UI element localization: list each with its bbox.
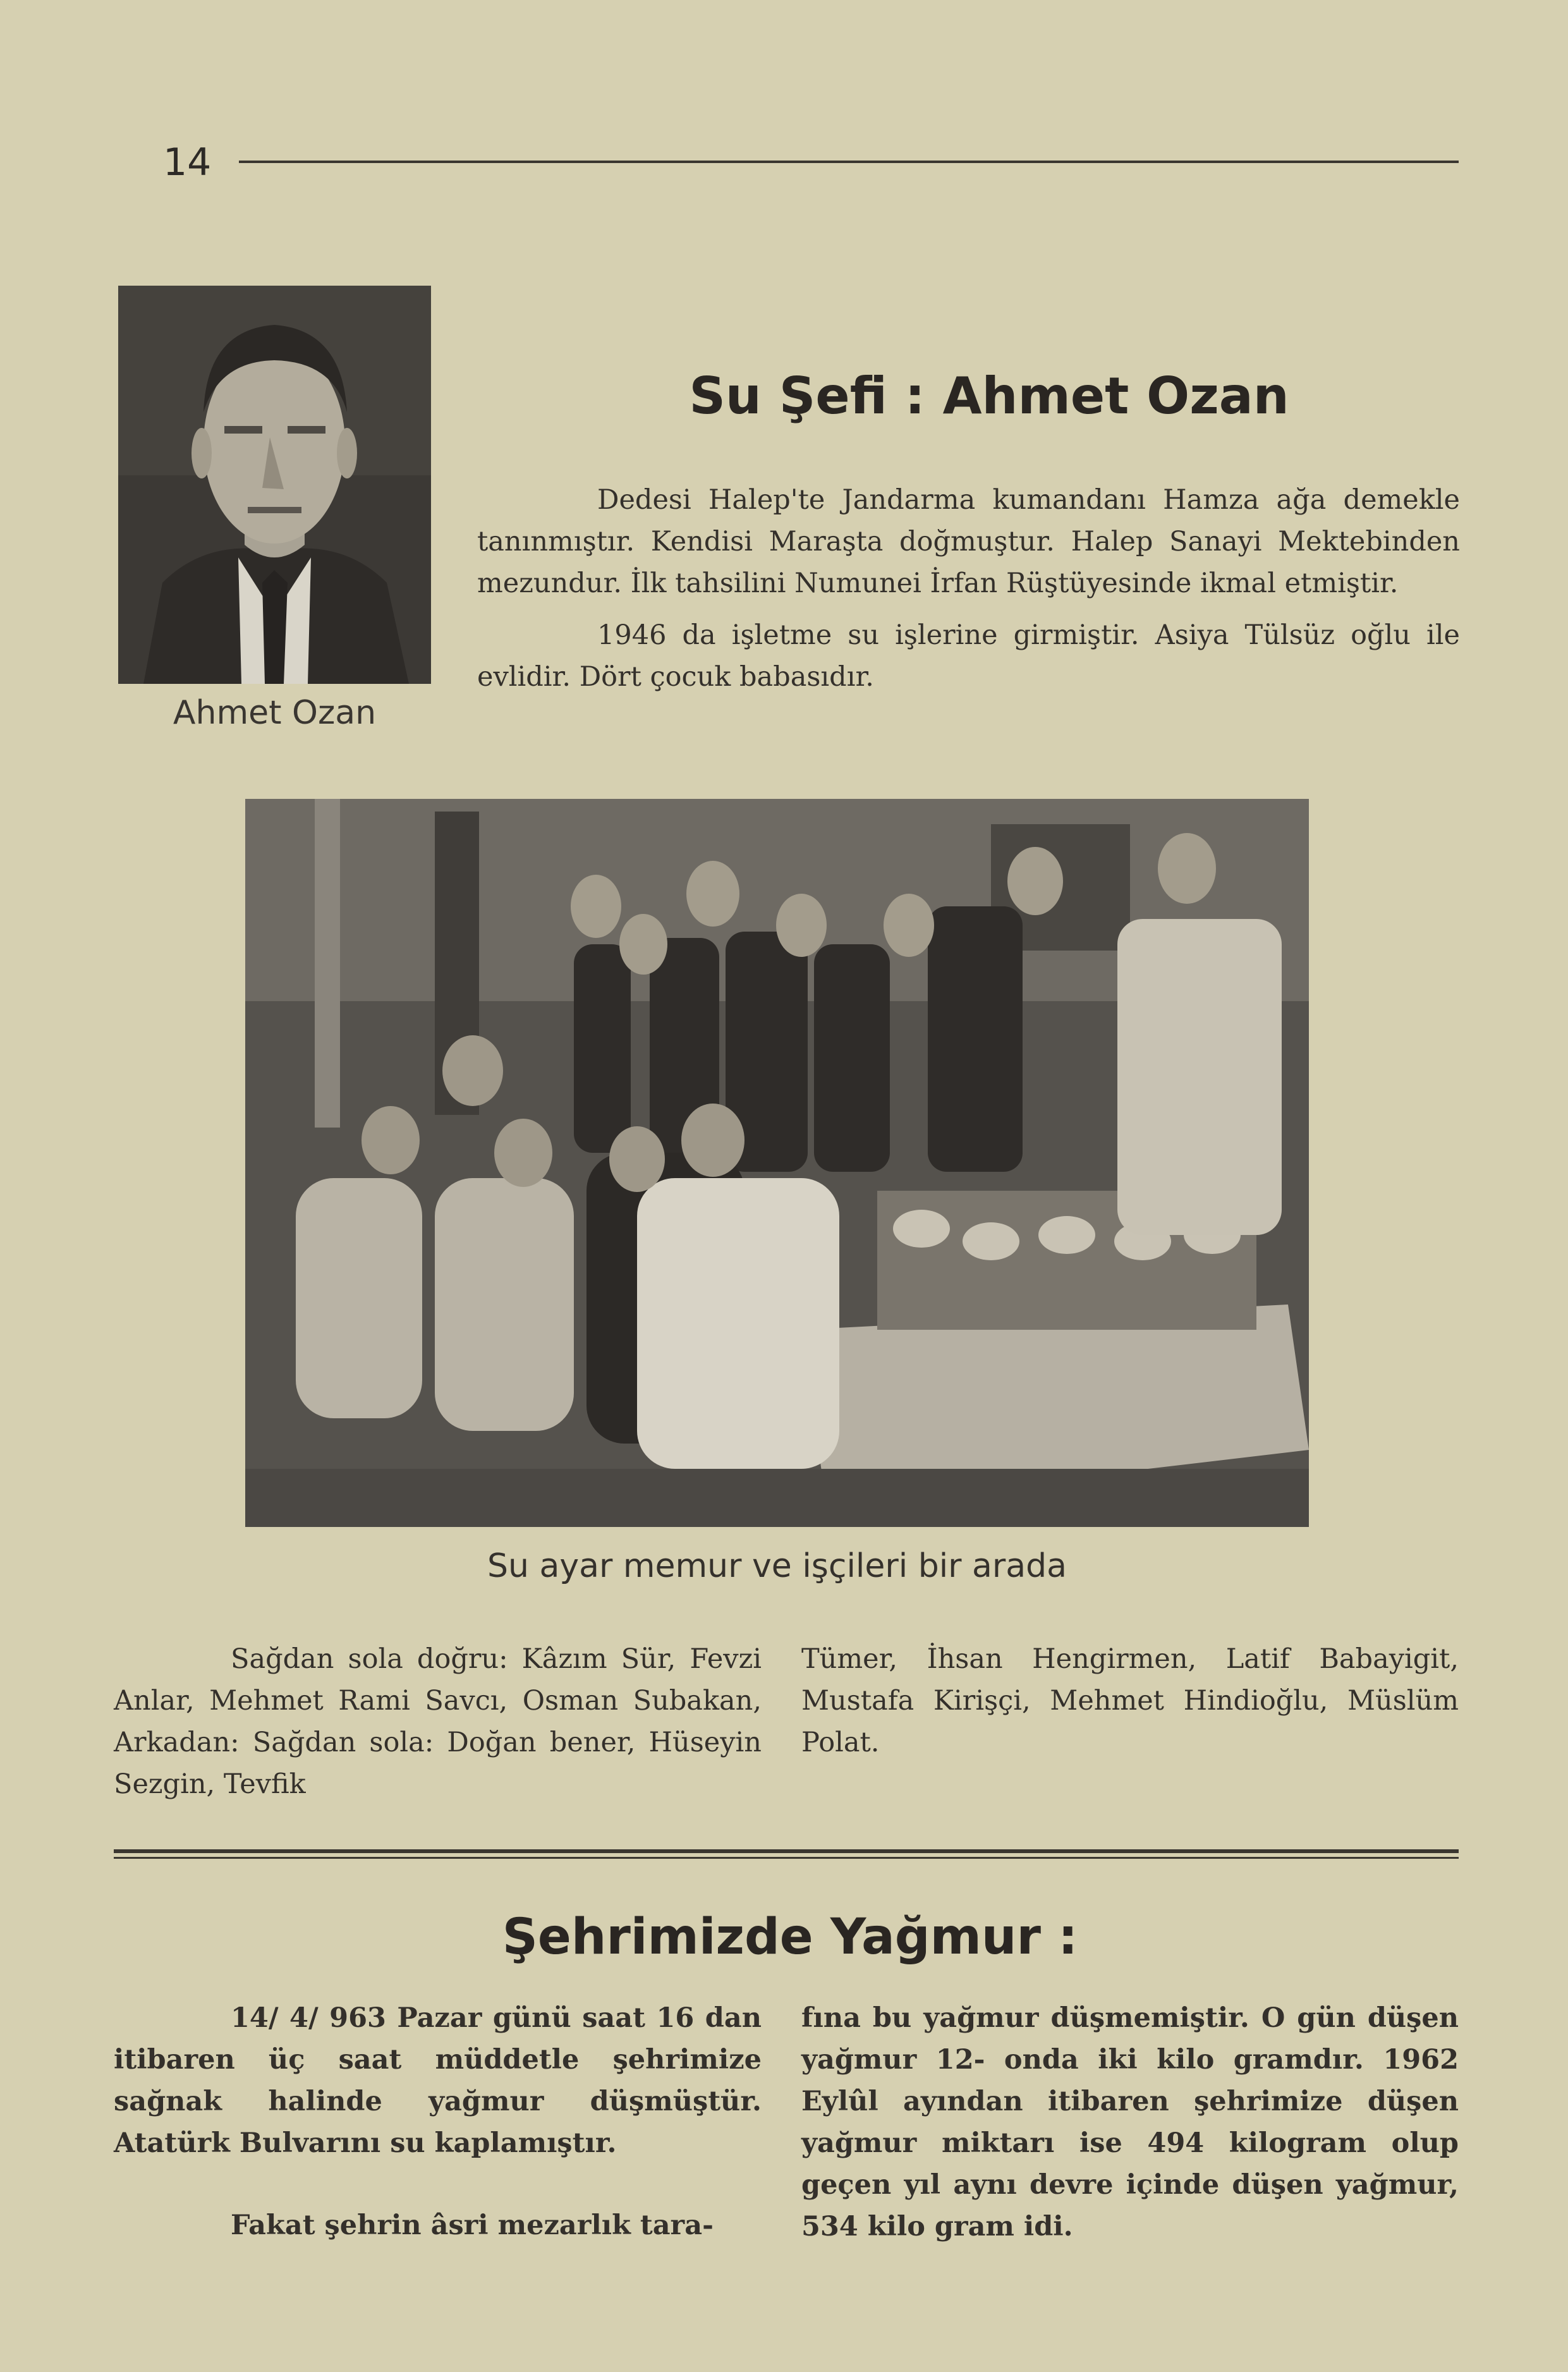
names-right-text: Tümer, İhsan Hengirmen, Latif Babayigit, Mustafa Kirişçi, Mehmet Hindioğlu, Müslüm Polat. (801, 1643, 1459, 1758)
photo-names-right (801, 1638, 1459, 1763)
photo-names-left (114, 1638, 762, 1805)
bio-paragraph-1: Dedesi Halep'te Jandarma kumandanı Hamza ağa demekle tanınmıştır. Kendisi Maraşta doğmuştur. Halep Sanayi Mektebinden mezundur. İlk tahsilini Numunei İrfan Rüştüyesinde ikmal etmiştir. (477, 484, 1460, 599)
header-rule (239, 161, 1459, 163)
section-rule-top (114, 1849, 1459, 1853)
portrait-caption: Ahmet Ozan (173, 694, 377, 732)
rain-left-paragraph-1: 14/ 4/ 963 Pazar günü saat 16 dan itibaren üç saat müddetle şehrimize sağnak halinde yağmur düşmüştür. Atatürk Bulvarını su kaplamıştır. (114, 2002, 762, 2159)
rain-left-paragraph-2: Fakat şehrin âsri mezarlık tara- (231, 2210, 714, 2241)
group-photo (245, 799, 1309, 1527)
group-photo-illustration (245, 799, 1309, 1527)
section-rule-bottom (114, 1857, 1459, 1859)
bio-paragraph-2: 1946 da işletme su işlerine girmiştir. Asiya Tülsüz oğlu ile evlidir. Dört çocuk babasıdır. (477, 619, 1460, 693)
portrait-illustration (118, 286, 431, 684)
profile-title: Su Şefi : Ahmet Ozan (689, 367, 1289, 425)
portrait-photo (118, 286, 431, 684)
names-left-text: Sağdan sola doğru: Kâzım Sür, Fevzi Anlar, Mehmet Rami Savcı, Osman Subakan, Arkadan: Sağdan sola: Doğan bener, Hüseyin Sezgin, Tevfik (114, 1643, 762, 1800)
group-photo-caption: Su ayar memur ve işçileri bir arada (487, 1547, 1067, 1585)
rain-article-title: Şehrimizde Yağmur : (502, 1909, 1078, 1966)
rain-left-column (114, 1997, 762, 2246)
rain-right-column (801, 1997, 1459, 2247)
rain-right-paragraph: fına bu yağmur düşmemiştir. O gün düşen yağmur 12- onda iki kilo gramdır. 1962 Eylûl ayından itibaren şehrimize düşen yağmur miktarı ise 494 kilogram olup geçen yıl aynı devre içinde düşen yağmur, 534 kilo gram idi. (801, 2002, 1459, 2242)
profile-bio (477, 479, 1460, 698)
page-number: 14 (163, 140, 212, 185)
